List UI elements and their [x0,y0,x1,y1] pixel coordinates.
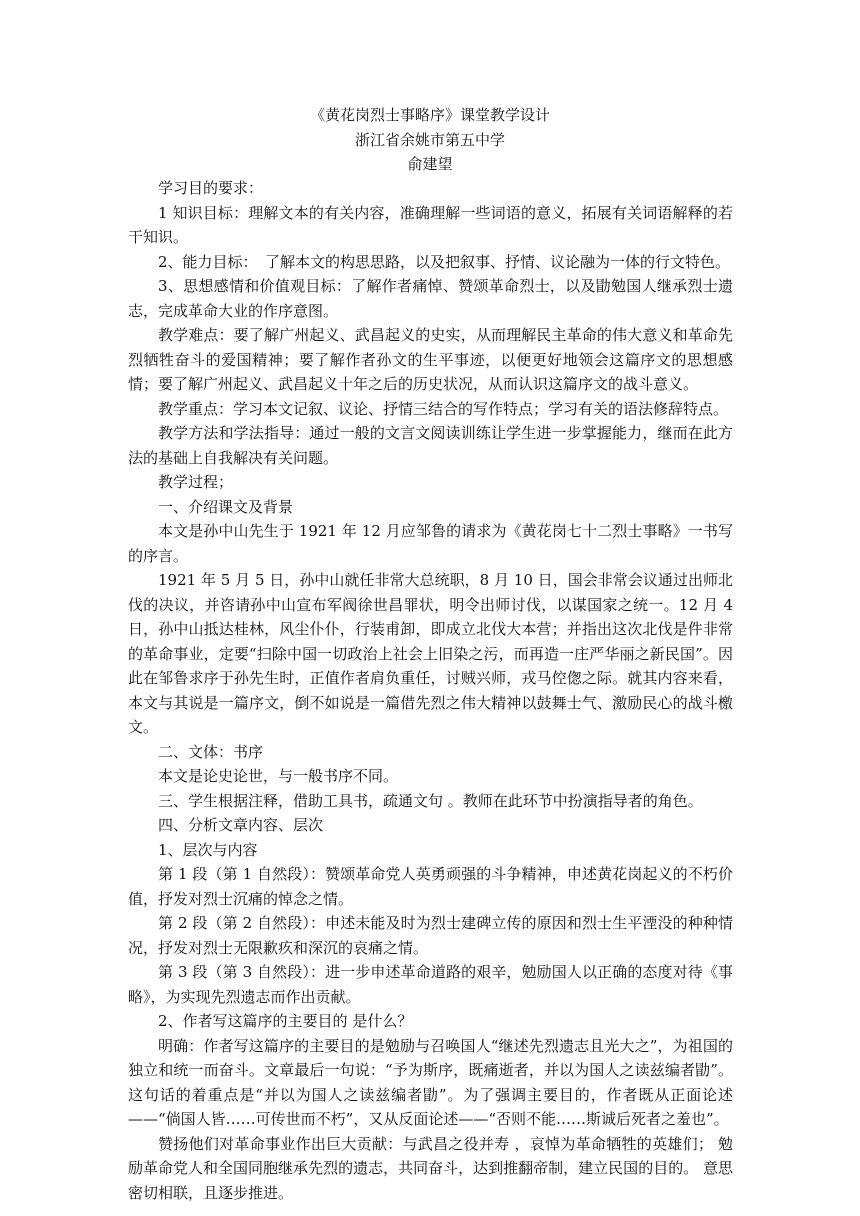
paragraph-clarification: 明确：作者写这篇序的主要目的是勉励与召唤国人“继述先烈遗志且光大之”，为祖国的独立和统一而奋斗。文章最后一句说：“予为斯序，既痛逝者，并以为国人之读兹编者勖”。这句话的着重点是“并以为国人之读兹编者勖”。为了强调主要目的，作者既从正面论述——“倘国人皆……可传世而不朽”，又从反面论述——“否则不能……斯诚后死者之羞也”。 [128,1036,733,1128]
school-name: 浙江省余姚市第五中学 [354,130,505,149]
author-name: 俞建望 [407,155,453,173]
section-heading-background: 一、介绍课文及背景 [158,497,294,516]
section-heading-genre: 二、文体：书序 [158,742,264,761]
document-title: 《黄花岗烈士事略序》课堂教学设计 [309,106,550,124]
paragraph-section-1: 第 1 段（第 1 自然段）：赞颂革命党人英勇顽强的斗争精神，申述黄花岗起义的不朽价值，抒发对烈士沉痛的悼念之情。 [128,865,733,908]
paragraph-history: 1921 年 5 月 5 日，孙中山就任非常大总统职，8 月 10 日，国会非常会议通过出师北伐的决议，并咨请孙中山宣布军阀徐世昌罪状，明令出师讨伐，以谋国家之统一。12 月 4 日，孙中山抵达桂林，风尘仆仆，行装甫卸，即成立北伐大本营；并指出这次北伐是件非常的革命事业，定要“扫除中国一切政治上社会上旧染之污，而再造一庄严华丽之新民国”。因此在邹鲁求序于孙先生时，正值作者肩负重任，讨贼兴师，戎马倥偬之际。就其内容来看，本文与其说是一篇序文，倒不如说是一篇借先烈之伟大精神以鼓舞士气、激励民心的战斗檄文。 [128,571,733,736]
paragraph-values-goal: 3、思想感情和价值观目标：了解作者痛悼、赞颂革命烈士，以及勖勉国人继承烈士遗志，完成革命大业的作序意图。 [128,277,733,320]
paragraph-section-2: 第 2 段（第 2 自然段）：申述未能及时为烈士建碑立传的原因和烈士生平湮没的种种情况，抒发对烈士无限歉疚和深沉的哀痛之情。 [128,914,733,957]
paragraph-text-intro: 本文是孙中山先生于 1921 年 12 月应邹鲁的请求为《黄花岗七十二烈士事略》一书写的序言。 [128,522,733,565]
paragraph-methods: 教学方法和学法指导：通过一般的文言文阅读训练让学生进一步掌握能力，继而在此方法的基础上自我解决有关问题。 [128,424,733,467]
subheading-structure: 1、层次与内容 [158,840,258,859]
document-body [128,176,733,1205]
paragraph-key-points: 教学重点：学习本文记叙、议论、抒情三结合的写作特点；学习有关的语法修辞特点。 [158,399,729,418]
paragraph-ability-goal: 2、能力目标： 了解本文的构思思路，以及把叙事、抒情、议论融为一体的行文特色。 [158,252,731,271]
title-block [0,103,860,177]
paragraph-genre: 本文是论史论世，与一般书序不同。 [158,767,399,785]
paragraph-knowledge-goal: 1 知识目标：理解文本的有关内容，准确理解一些词语的意义，拓展有关词语解释的若干知识。 [128,203,733,246]
section-heading-analysis: 四、分析文章内容、层次 [158,816,324,834]
paragraph-conclusion: 赞扬他们对革命事业作出巨大贡献：与武昌之役并寿 ，哀悼为革命牺牲的英雄们； 勉励革命党人和全国同胞继承先烈的遗志，共同奋斗，达到推翻帝制，建立民国的目的。 意思密切相联，且逐步推进。 [128,1134,733,1202]
paragraph-process-heading: 教学过程； [158,473,234,491]
paragraph-objectives: 学习目的要求： [158,179,264,197]
section-heading-annotation: 三、学生根据注释，借助工具书，疏通文句 。教师在此环节中扮演指导者的角色。 [158,791,703,810]
paragraph-section-3: 第 3 段（第 3 自然段）：进一步申述革命道路的艰辛，勉励国人以正确的态度对待《事略》，为实现先烈遗志而作出贡献。 [128,963,733,1006]
subheading-purpose: 2、作者写这篇序的主要目的 是什么？ [158,1012,413,1030]
paragraph-difficulties: 教学难点：要了解广州起义、武昌起义的史实，从而理解民主革命的伟大意义和革命先烈牺牲奋斗的爱国精神；要了解作者孙文的生平事迹，以便更好地领会这篇序文的思想感情；要了解广州起义、武昌起义十年之后的历史状况，从而认识这篇序文的战斗意义。 [128,326,733,393]
